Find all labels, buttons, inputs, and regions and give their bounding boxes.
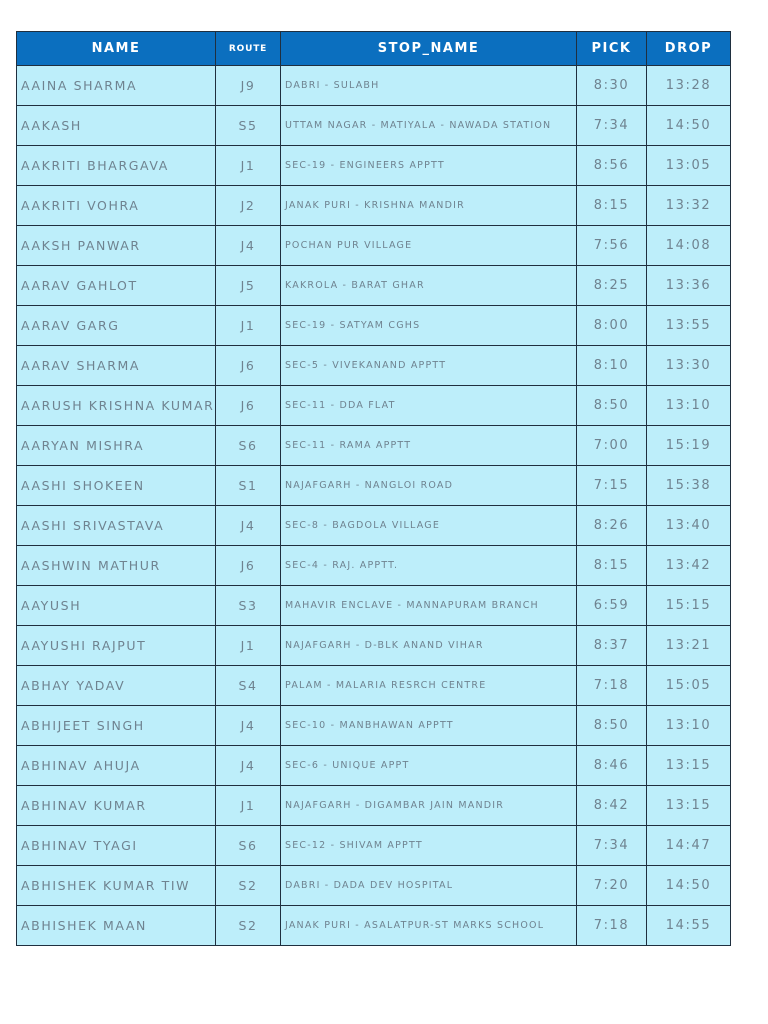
cell-stop-name: NAJAFGARH - D-BLK ANAND VIHAR (281, 626, 577, 666)
header-pick: PICK (577, 32, 647, 66)
cell-name: ABHIJEET SINGH (17, 706, 216, 746)
cell-drop: 14:08 (647, 226, 731, 266)
cell-stop-name: SEC-19 - SATYAM CGHS (281, 306, 577, 346)
cell-name: AARAV GARG (17, 306, 216, 346)
table-row (17, 586, 731, 626)
cell-name: ABHISHEK KUMAR TIW (17, 866, 216, 906)
table-row (17, 186, 731, 226)
cell-route: J4 (216, 746, 281, 786)
cell-route: S4 (216, 666, 281, 706)
cell-stop-name: SEC-11 - DDA FLAT (281, 386, 577, 426)
cell-route: J1 (216, 626, 281, 666)
cell-name: AAINA SHARMA (17, 66, 216, 106)
cell-stop-name: NAJAFGARH - NANGLOI ROAD (281, 466, 577, 506)
cell-drop: 13:32 (647, 186, 731, 226)
cell-pick: 8:30 (577, 66, 647, 106)
cell-route: J9 (216, 66, 281, 106)
cell-name: AARAV SHARMA (17, 346, 216, 386)
cell-pick: 8:37 (577, 626, 647, 666)
cell-stop-name: JANAK PURI - KRISHNA MANDIR (281, 186, 577, 226)
cell-route: J4 (216, 226, 281, 266)
cell-drop: 13:21 (647, 626, 731, 666)
cell-drop: 13:15 (647, 786, 731, 826)
cell-drop: 13:36 (647, 266, 731, 306)
cell-pick: 8:15 (577, 546, 647, 586)
table-row (17, 546, 731, 586)
cell-stop-name: SEC-11 - RAMA APPTT (281, 426, 577, 466)
cell-name: ABHINAV AHUJA (17, 746, 216, 786)
cell-stop-name: NAJAFGARH - DIGAMBAR JAIN MANDIR (281, 786, 577, 826)
cell-name: ABHISHEK MAAN (17, 906, 216, 946)
cell-stop-name: DABRI - DADA DEV HOSPITAL (281, 866, 577, 906)
cell-drop: 14:47 (647, 826, 731, 866)
header-name: NAME (17, 32, 216, 66)
cell-route: J6 (216, 386, 281, 426)
table-row (17, 626, 731, 666)
cell-stop-name: JANAK PURI - ASALATPUR-ST MARKS SCHOOL (281, 906, 577, 946)
cell-pick: 7:18 (577, 666, 647, 706)
cell-name: AASHI SHOKEEN (17, 466, 216, 506)
cell-stop-name: SEC-10 - MANBHAWAN APPTT (281, 706, 577, 746)
cell-drop: 14:55 (647, 906, 731, 946)
cell-name: ABHAY YADAV (17, 666, 216, 706)
table-row (17, 66, 731, 106)
cell-pick: 8:42 (577, 786, 647, 826)
cell-route: J5 (216, 266, 281, 306)
cell-name: AASHI SRIVASTAVA (17, 506, 216, 546)
cell-stop-name: SEC-6 - UNIQUE APPT (281, 746, 577, 786)
table-row (17, 306, 731, 346)
cell-pick: 8:25 (577, 266, 647, 306)
cell-route: J1 (216, 786, 281, 826)
cell-name: AARAV GAHLOT (17, 266, 216, 306)
cell-route: J2 (216, 186, 281, 226)
cell-stop-name: KAKROLA - BARAT GHAR (281, 266, 577, 306)
table-row (17, 826, 731, 866)
cell-name: AAKRITI VOHRA (17, 186, 216, 226)
header-route: ROUTE (216, 32, 281, 66)
cell-stop-name: PALAM - MALARIA RESRCH CENTRE (281, 666, 577, 706)
cell-stop-name: SEC-5 - VIVEKANAND APPTT (281, 346, 577, 386)
table-row (17, 346, 731, 386)
cell-name: ABHINAV TYAGI (17, 826, 216, 866)
cell-route: J1 (216, 146, 281, 186)
cell-drop: 15:19 (647, 426, 731, 466)
cell-name: AAKSH PANWAR (17, 226, 216, 266)
table-row (17, 386, 731, 426)
transport-roster-table (16, 31, 731, 946)
cell-stop-name: SEC-12 - SHIVAM APPTT (281, 826, 577, 866)
cell-route: J6 (216, 346, 281, 386)
cell-pick: 8:26 (577, 506, 647, 546)
table-row (17, 226, 731, 266)
cell-route: S3 (216, 586, 281, 626)
header-stop-name: STOP_NAME (281, 32, 577, 66)
cell-pick: 7:34 (577, 826, 647, 866)
cell-pick: 8:56 (577, 146, 647, 186)
cell-name: AAYUSHI RAJPUT (17, 626, 216, 666)
cell-drop: 13:10 (647, 706, 731, 746)
cell-route: J4 (216, 506, 281, 546)
table-row (17, 266, 731, 306)
table-row (17, 746, 731, 786)
cell-drop: 13:55 (647, 306, 731, 346)
cell-pick: 7:34 (577, 106, 647, 146)
cell-name: AAYUSH (17, 586, 216, 626)
cell-drop: 13:30 (647, 346, 731, 386)
cell-pick: 6:59 (577, 586, 647, 626)
cell-pick: 7:15 (577, 466, 647, 506)
header-drop: DROP (647, 32, 731, 66)
cell-drop: 13:42 (647, 546, 731, 586)
cell-name: AARUSH KRISHNA KUMAR (17, 386, 216, 426)
cell-name: AARYAN MISHRA (17, 426, 216, 466)
cell-drop: 15:38 (647, 466, 731, 506)
cell-name: AASHWIN MATHUR (17, 546, 216, 586)
cell-pick: 8:50 (577, 386, 647, 426)
table-row (17, 866, 731, 906)
cell-pick: 8:15 (577, 186, 647, 226)
cell-route: S6 (216, 826, 281, 866)
cell-stop-name: SEC-8 - BAGDOLA VILLAGE (281, 506, 577, 546)
cell-stop-name: POCHAN PUR VILLAGE (281, 226, 577, 266)
cell-drop: 13:28 (647, 66, 731, 106)
table-row (17, 666, 731, 706)
table-row (17, 146, 731, 186)
cell-stop-name: SEC-4 - RAJ. APPTT. (281, 546, 577, 586)
cell-stop-name: MAHAVIR ENCLAVE - MANNAPURAM BRANCH (281, 586, 577, 626)
cell-route: S2 (216, 866, 281, 906)
cell-name: ABHINAV KUMAR (17, 786, 216, 826)
cell-route: J6 (216, 546, 281, 586)
cell-pick: 7:18 (577, 906, 647, 946)
cell-drop: 13:05 (647, 146, 731, 186)
cell-pick: 7:20 (577, 866, 647, 906)
cell-route: S1 (216, 466, 281, 506)
table-row (17, 506, 731, 546)
cell-stop-name: DABRI - SULABH (281, 66, 577, 106)
cell-drop: 15:05 (647, 666, 731, 706)
cell-pick: 8:00 (577, 306, 647, 346)
cell-drop: 13:10 (647, 386, 731, 426)
cell-pick: 7:56 (577, 226, 647, 266)
cell-drop: 15:15 (647, 586, 731, 626)
table-row (17, 906, 731, 946)
table-row (17, 786, 731, 826)
cell-stop-name: UTTAM NAGAR - MATIYALA - NAWADA STATION (281, 106, 577, 146)
cell-drop: 13:15 (647, 746, 731, 786)
cell-route: J1 (216, 306, 281, 346)
cell-drop: 13:40 (647, 506, 731, 546)
header-row (17, 32, 731, 66)
table-row (17, 106, 731, 146)
cell-route: S2 (216, 906, 281, 946)
cell-pick: 7:00 (577, 426, 647, 466)
cell-name: AAKASH (17, 106, 216, 146)
table-row (17, 426, 731, 466)
cell-route: J4 (216, 706, 281, 746)
cell-name: AAKRITI BHARGAVA (17, 146, 216, 186)
cell-pick: 8:50 (577, 706, 647, 746)
cell-route: S5 (216, 106, 281, 146)
cell-pick: 8:10 (577, 346, 647, 386)
cell-drop: 14:50 (647, 106, 731, 146)
table-body (17, 66, 731, 946)
cell-stop-name: SEC-19 - ENGINEERS APPTT (281, 146, 577, 186)
table-row (17, 466, 731, 506)
cell-drop: 14:50 (647, 866, 731, 906)
table-row (17, 706, 731, 746)
cell-route: S6 (216, 426, 281, 466)
cell-pick: 8:46 (577, 746, 647, 786)
